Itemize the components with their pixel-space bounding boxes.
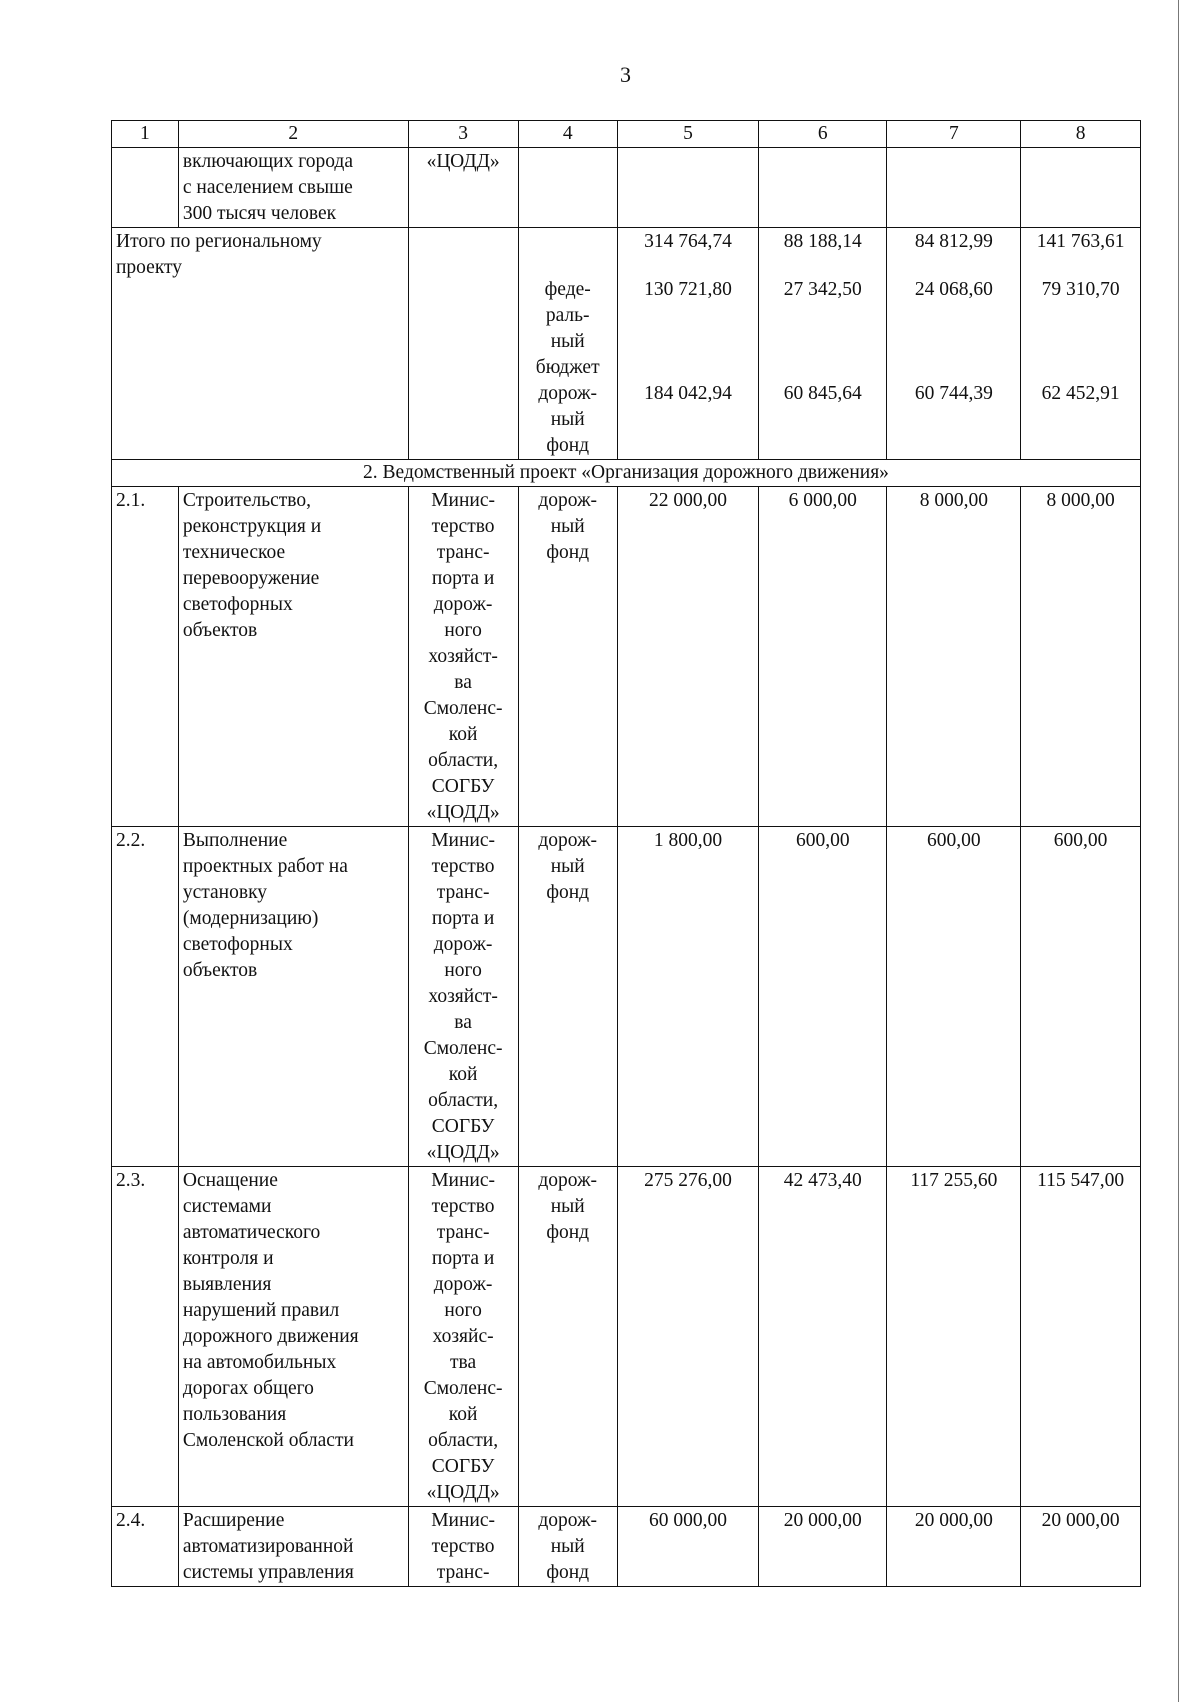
row-source — [518, 1167, 617, 1507]
executor-line: хозяйст- — [428, 986, 498, 1007]
row-name-line: Смоленской области — [182, 1430, 354, 1451]
executor-line: Смоленс- — [423, 1378, 503, 1399]
cont-executor-cell: «ЦОДД» — [408, 148, 518, 228]
executor-line: дорож- — [433, 934, 493, 955]
row-name-line: дорогах общего — [182, 1378, 314, 1399]
row-value-col6: 20 000,00 — [759, 1507, 887, 1587]
executor-line: СОГБУ — [431, 1456, 495, 1477]
row-source — [518, 1507, 617, 1587]
source-line: ный — [550, 516, 585, 537]
source-line: дорож- — [538, 1510, 598, 1531]
row-name-line: реконструкция и — [182, 516, 322, 537]
row-name-line: пользования — [182, 1404, 287, 1425]
row-name-line: Оснащение — [182, 1170, 278, 1191]
row-id: 2.3. — [112, 1167, 179, 1507]
executor-line: порта и — [431, 1248, 495, 1269]
executor-line: ного — [444, 960, 482, 981]
row-value-col6: 42 473,40 — [759, 1167, 887, 1507]
row-name — [178, 487, 408, 827]
itogo-road-value: 60 744,39 — [914, 383, 993, 404]
executor-line: Минис- — [431, 1170, 495, 1191]
itogo-label-line: проекту — [116, 257, 183, 278]
cont-empty-cell — [887, 148, 1021, 228]
executor-line: ного — [444, 1300, 482, 1321]
executor-line: Минис- — [431, 830, 495, 851]
source-line: ный — [550, 331, 585, 352]
scan-edge-line — [1178, 0, 1179, 1702]
row-id: 2.2. — [112, 827, 179, 1167]
col-num-5: 5 — [617, 121, 758, 148]
executor-line: Смоленс- — [423, 1038, 503, 1059]
cont-empty-cell — [759, 148, 887, 228]
table-row — [112, 487, 1141, 827]
row-name-line: перевооружение — [182, 568, 320, 589]
row-name — [178, 827, 408, 1167]
row-value-col5: 60 000,00 — [617, 1507, 758, 1587]
source-line: ный — [550, 856, 585, 877]
section-row — [112, 460, 1141, 487]
row-name-line: на автомобильных — [182, 1352, 337, 1373]
row-name — [178, 1167, 408, 1507]
executor-line: области, — [428, 1090, 499, 1111]
row-value-col8: 20 000,00 — [1021, 1507, 1141, 1587]
row-name-line: объектов — [182, 620, 258, 641]
itogo-executor-cell — [408, 228, 518, 460]
row-value-col5: 275 276,00 — [617, 1167, 758, 1507]
source-line: феде- — [544, 279, 591, 300]
col-num-4: 4 — [518, 121, 617, 148]
col-num-7: 7 — [887, 121, 1021, 148]
row-value-col5: 1 800,00 — [617, 827, 758, 1167]
row-value-col7: 8 000,00 — [887, 487, 1021, 827]
executor-line: «ЦОДД» — [426, 1142, 500, 1163]
cont-name-line: с населением свыше — [182, 177, 353, 198]
row-value-col8: 8 000,00 — [1021, 487, 1141, 827]
cont-empty-cell — [1021, 148, 1141, 228]
row-name-line: установку — [182, 882, 268, 903]
row-name-line: системы управления — [182, 1562, 354, 1583]
source-line: ный — [550, 1196, 585, 1217]
itogo-col5 — [617, 228, 758, 460]
executor-line: дорож- — [433, 1274, 493, 1295]
itogo-col7 — [887, 228, 1021, 460]
source-line: фонд — [546, 1562, 590, 1583]
row-id: 2.1. — [112, 487, 179, 827]
budget-table — [111, 120, 1141, 1587]
executor-line: терство — [431, 1196, 495, 1217]
itogo-road-value: 62 452,91 — [1041, 383, 1120, 404]
row-name-line: Расширение — [182, 1510, 285, 1531]
row-value-col7: 20 000,00 — [887, 1507, 1021, 1587]
row-name-line: Строительство, — [182, 490, 311, 511]
row-name-line: автоматического — [182, 1222, 321, 1243]
source-line: раль- — [545, 305, 590, 326]
executor-line: Смоленс- — [423, 698, 503, 719]
table-row — [112, 827, 1141, 1167]
itogo-label-line: Итого по региональному — [116, 231, 322, 252]
executor-line: хозяйст- — [428, 646, 498, 667]
row-executor — [408, 827, 518, 1167]
executor-line: транс- — [436, 1222, 490, 1243]
executor-line: области, — [428, 750, 499, 771]
source-line: фонд — [546, 542, 590, 563]
row-name — [178, 1507, 408, 1587]
itogo-road-value: 184 042,94 — [644, 383, 732, 404]
row-value-col8: 600,00 — [1021, 827, 1141, 1167]
executor-line: области, — [428, 1430, 499, 1451]
executor-line: дорож- — [433, 594, 493, 615]
row-value-col6: 600,00 — [759, 827, 887, 1167]
itogo-row — [112, 228, 1141, 460]
row-name-line: техническое — [182, 542, 286, 563]
source-line: бюджет — [535, 357, 600, 378]
source-line: фонд — [546, 435, 590, 456]
executor-line: кой — [448, 724, 478, 745]
row-name-line: объектов — [182, 960, 258, 981]
executor-line: ва — [454, 1012, 472, 1033]
executor-line: терство — [431, 856, 495, 877]
itogo-federal-value: 130 721,80 — [644, 279, 732, 300]
row-name-line: автоматизированной — [182, 1536, 354, 1557]
cont-name-line: включающих города — [182, 151, 353, 172]
source-line: дорож- — [538, 383, 598, 404]
row-name-line: нарушений правил — [182, 1300, 340, 1321]
executor-line: Минис- — [431, 490, 495, 511]
itogo-road-value: 60 845,64 — [783, 383, 862, 404]
itogo-source-cell — [518, 228, 617, 460]
cont-name-line: 300 тысяч человек — [182, 203, 337, 224]
executor-line: порта и — [431, 568, 495, 589]
page-number: 3 — [620, 62, 631, 87]
itogo-total-value: 88 188,14 — [783, 231, 862, 252]
row-name-line: выявления — [182, 1274, 272, 1295]
row-name-line: проектных работ на — [182, 856, 348, 877]
column-number-row — [112, 121, 1141, 148]
executor-line: «ЦОДД» — [426, 1482, 500, 1503]
itogo-federal-value: 79 310,70 — [1041, 279, 1120, 300]
itogo-federal-value: 27 342,50 — [783, 279, 862, 300]
itogo-federal-value: 24 068,60 — [914, 279, 993, 300]
executor-line: терство — [431, 1536, 495, 1557]
row-name-line: Выполнение — [182, 830, 288, 851]
row-value-col6: 6 000,00 — [759, 487, 887, 827]
source-line: дорож- — [538, 490, 598, 511]
executor-line: терство — [431, 516, 495, 537]
itogo-col8 — [1021, 228, 1141, 460]
source-line: дорож- — [538, 1170, 598, 1191]
row-executor — [408, 1507, 518, 1587]
source-line: фонд — [546, 882, 590, 903]
executor-line: тва — [450, 1352, 477, 1373]
col-num-8: 8 — [1021, 121, 1141, 148]
itogo-total-value: 84 812,99 — [914, 231, 993, 252]
itogo-col6 — [759, 228, 887, 460]
table-row — [112, 1507, 1141, 1587]
source-line: ный — [550, 1536, 585, 1557]
cont-id-cell — [112, 148, 179, 228]
row-executor — [408, 1167, 518, 1507]
cont-empty-cell — [518, 148, 617, 228]
section-title: 2. Ведомственный проект «Организация дорожного движения» — [112, 460, 1141, 487]
row-source — [518, 827, 617, 1167]
executor-line: кой — [448, 1404, 478, 1425]
source-line: ный — [550, 409, 585, 430]
row-executor — [408, 487, 518, 827]
row-value-col7: 600,00 — [887, 827, 1021, 1167]
executor-line: транс- — [436, 542, 490, 563]
col-num-2: 2 — [178, 121, 408, 148]
executor-line: Минис- — [431, 1510, 495, 1531]
itogo-total-value: 314 764,74 — [644, 231, 732, 252]
col-num-3: 3 — [408, 121, 518, 148]
executor-line: кой — [448, 1064, 478, 1085]
executor-line: СОГБУ — [431, 1116, 495, 1137]
cont-name-cell — [178, 148, 408, 228]
cont-empty-cell — [617, 148, 758, 228]
row-value-col5: 22 000,00 — [617, 487, 758, 827]
row-name-line: системами — [182, 1196, 272, 1217]
row-source — [518, 487, 617, 827]
executor-line: хозяйс- — [432, 1326, 494, 1347]
row-name-line: контроля и — [182, 1248, 274, 1269]
source-line: фонд — [546, 1222, 590, 1243]
row-value-col7: 117 255,60 — [887, 1167, 1021, 1507]
continued-row — [112, 148, 1141, 228]
executor-line: транс- — [436, 1562, 490, 1583]
executor-line: порта и — [431, 908, 495, 929]
row-name-line: светофорных — [182, 594, 293, 615]
executor-line: ного — [444, 620, 482, 641]
executor-line: СОГБУ — [431, 776, 495, 797]
itogo-total-value: 141 763,61 — [1036, 231, 1125, 252]
executor-line: «ЦОДД» — [426, 802, 500, 823]
itogo-label — [112, 228, 409, 460]
row-name-line: дорожного движения — [182, 1326, 359, 1347]
row-name-line: (модернизацию) — [182, 908, 319, 929]
row-id: 2.4. — [112, 1507, 179, 1587]
executor-line: транс- — [436, 882, 490, 903]
executor-line: ва — [454, 672, 472, 693]
col-num-6: 6 — [759, 121, 887, 148]
row-name-line: светофорных — [182, 934, 293, 955]
source-line: дорож- — [538, 830, 598, 851]
col-num-1: 1 — [112, 121, 179, 148]
row-value-col8: 115 547,00 — [1021, 1167, 1141, 1507]
table-row — [112, 1167, 1141, 1507]
